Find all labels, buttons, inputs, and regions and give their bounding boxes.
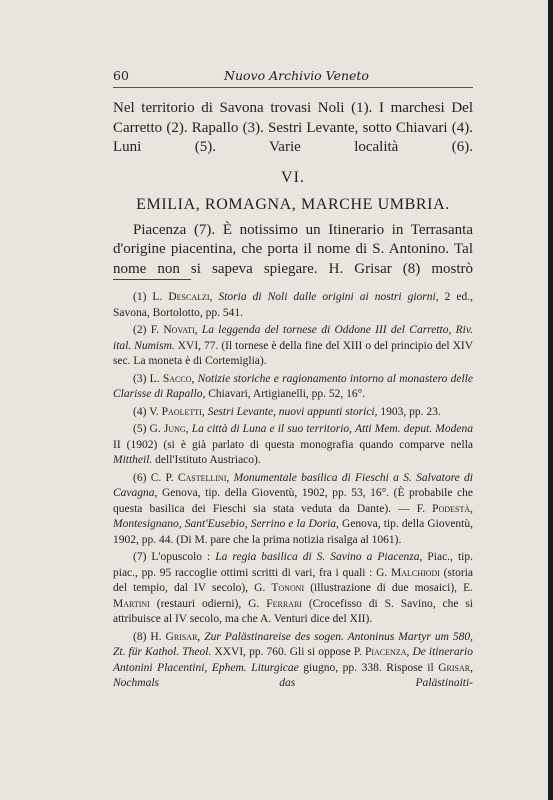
section-number: VI. — [281, 168, 305, 186]
footnote-8: (8) H. Grisar, Zur Palästinareise des sogen. Antoninus Martyr um 580, Zt. für Kathol. Theol. XXVI, pp. 760. Gli si oppose P. Piacenza, De itinerario Antonini Placentini, Ephem. Liturgicae giugno, pp. 338. Rispose il Grisar, Nochmals das Palästinaiti- — [113, 630, 474, 689]
footnotes — [113, 290, 473, 694]
paragraph: Piacenza (7). È notissimo un Itinerario in Terrasanta d'origine piacentina, che porta il nome di S. Antonino. Tal nome non si sapeva spiegare. H. Grisar (8) mostrò — [113, 221, 473, 277]
footnote-2: (2) F. Novati, La leggenda del tornese di Oddone III del Carretto, Riv. ital. Numism. XVI, 77. (Il tornese è della fine del XIII o del principio del XIV sec. La moneta è di Cortemiglia). — [113, 324, 474, 367]
footnote-1: (1) L. Descalzi, Storia di Noli dalle origini ai nostri giorni, 2 ed., Savona, Bortolotto, pp. 541. — [113, 291, 474, 319]
section-title: EMILIA, ROMAGNA, MARCHE UMBRIA. — [136, 196, 450, 213]
header-rule — [113, 87, 473, 88]
paragraph: Nel territorio di Savona trovasi Noli (1). I marchesi Del Carretto (2). Rapallo (3). Sestri Levante, sotto Chiavari (4). Luni (5). Varie località (6). — [113, 100, 473, 155]
running-title: Nuovo Archivio Veneto — [224, 68, 369, 83]
page-number: 60 — [113, 68, 129, 83]
footnote-rule — [113, 279, 191, 280]
book-spine-edge — [548, 0, 553, 800]
footnote-5: (5) G. Jung, La città di Luna e il suo territorio, Atti Mem. deput. Modena II (1902) (si è già parlato di questa monografia quando comparve nella Mittheil. dell'Istituto Austriaco). — [113, 423, 473, 466]
page-header — [113, 68, 473, 86]
footnote-4: (4) V. Paoletti, Sestri Levante, nuovi appunti storici, 1903, pp. 23. — [133, 405, 441, 418]
footnote-7: (7) L'opuscolo : La regia basilica di S. Savino a Piacenza, Piac., tip. piac., pp. 95 raccoglie ottimi scritti di vari, fra i quali : G. Malchiodi (storia del tempio, dal IV secolo), G. Tononi (illustrazione di due mosaici), E. Martini (restauri odierni), G. Ferrari (Crocefisso di S. Savino, che si attribuisce al IV secolo, ma che A. Venturi dice del XII). — [113, 551, 473, 625]
footnote-6: (6) C. P. Castellini, Monumentale basilica di Fieschi a S. Salvatore di Cavagna, Genova, tip. della Gioventù, 1902, pp. 53, 16°. (È probabile che questa basilica dei Fieschi sia stata veduta da Dante). — F. Podestà, Montesignano, Sant'Eusebio, Serrino e la Doria, Genova, tip. della Gioventù, 1902, pp. 44. (Di M. pare che la prima notizia risalga al 1061). — [113, 471, 474, 546]
main-text — [113, 99, 473, 279]
footnote-3: (3) L. Sacco, Notizie storiche e ragionamento intorno al monastero delle Clarisse di Rapallo, Chiavari, Artigianelli, pp. 52, 16°. — [113, 372, 473, 400]
